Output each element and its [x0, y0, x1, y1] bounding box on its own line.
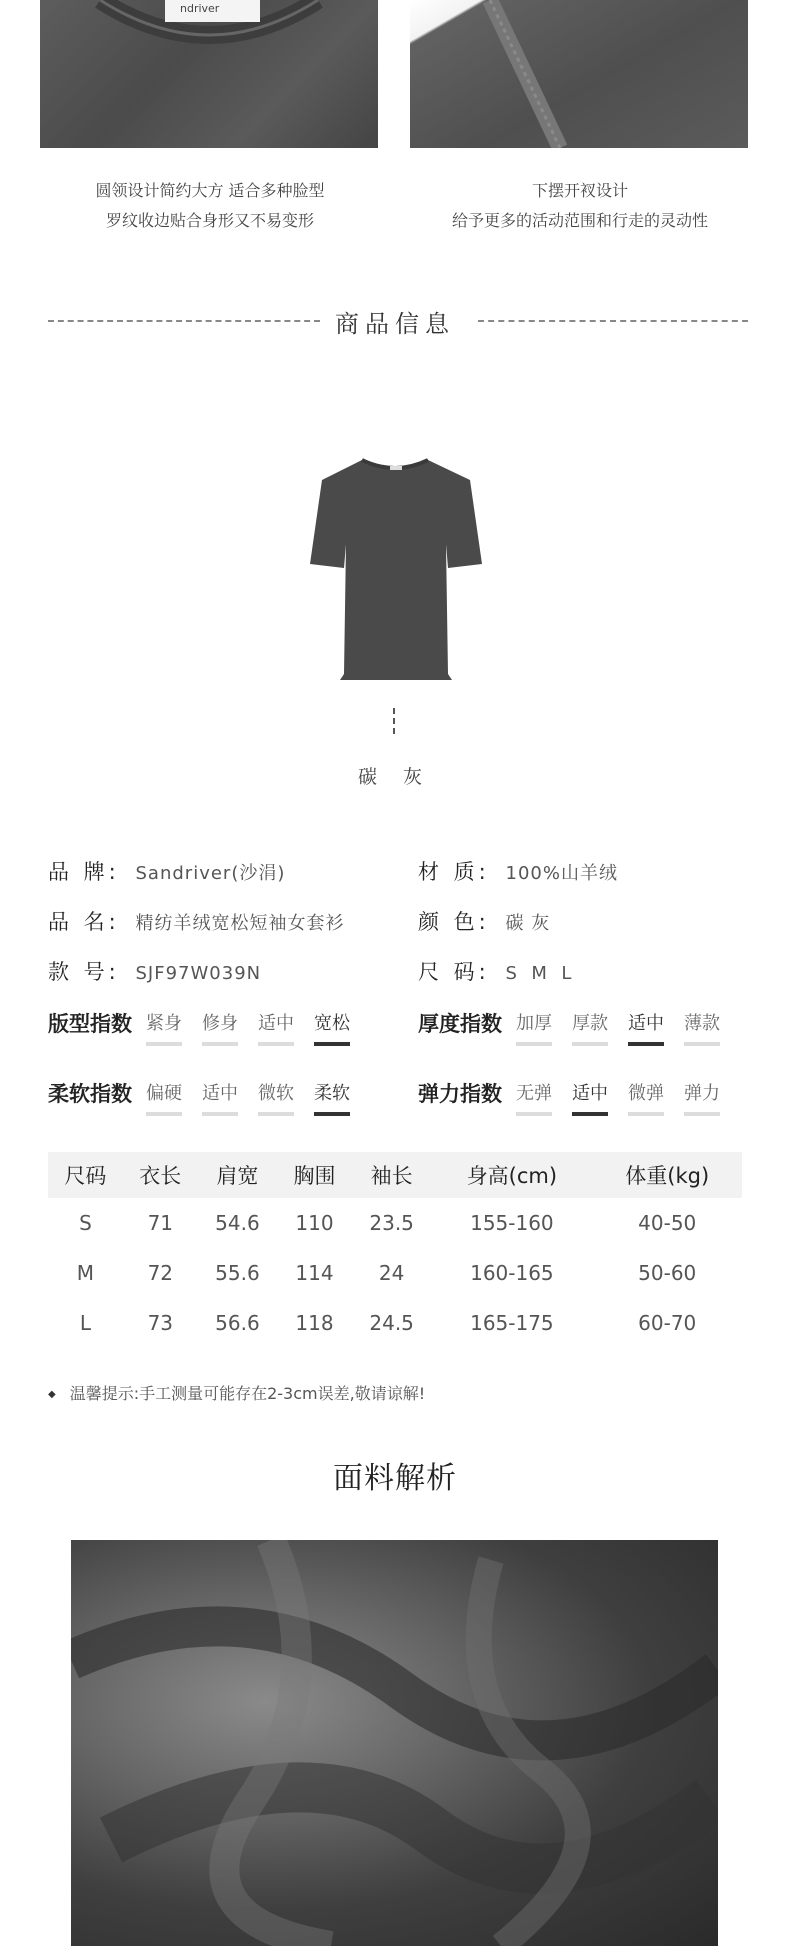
fit-index [48, 1010, 370, 1046]
material-row [418, 856, 618, 886]
name-label: 品 名: [48, 910, 120, 934]
elasticity-index-label: 弹力指数 [418, 1082, 502, 1106]
table-cell: 24.5 [369, 1311, 414, 1335]
elasticity-option: 弹力 [684, 1080, 720, 1116]
elasticity-index [418, 1080, 720, 1116]
fit-option: 适中 [258, 1010, 294, 1046]
table-cell: 71 [147, 1211, 174, 1235]
style-number-value: SJF97W039N [135, 963, 262, 984]
color-label: 颜 色: [418, 910, 490, 934]
size-table-header: 衣长 [123, 1152, 198, 1198]
size-value: S M L [505, 963, 573, 984]
fit-option-selected: 宽松 [314, 1010, 350, 1046]
caption-line: 罗纹收边贴合身形又不易变形 [105, 211, 314, 230]
fabric-section-title: 面料解析 [333, 1461, 457, 1496]
softness-option: 微软 [258, 1080, 294, 1116]
size-chart-table [48, 1152, 742, 1348]
table-cell: 165-175 [470, 1311, 554, 1335]
section-title: 商品信息 [335, 310, 455, 338]
fit-index-label: 版型指数 [48, 1012, 132, 1036]
fit-option: 紧身 [146, 1010, 182, 1046]
table-cell: 55.6 [215, 1261, 260, 1285]
table-cell: S [79, 1211, 92, 1235]
table-cell: 72 [147, 1261, 174, 1285]
color-value: 碳 灰 [505, 913, 551, 934]
name-value: 精纺羊绒宽松短袖女套衫 [135, 913, 345, 934]
product-tshirt-image [300, 452, 490, 692]
size-table-header: 胸围 [277, 1152, 352, 1198]
table-cell: 54.6 [215, 1211, 260, 1235]
collar-detail-photo [40, 0, 378, 148]
softness-option-selected: 柔软 [314, 1080, 350, 1116]
caption-line: 圆领设计简约大方 适合多种脸型 [95, 181, 325, 200]
table-cell: 155-160 [470, 1211, 554, 1235]
collar-caption [40, 176, 380, 236]
table-cell: 118 [295, 1311, 334, 1335]
bullet-icon: ◆ [48, 1389, 56, 1400]
thickness-option: 薄款 [684, 1010, 720, 1046]
size-row [418, 956, 572, 986]
hem-caption [410, 176, 750, 236]
fit-option: 修身 [202, 1010, 238, 1046]
softness-index [48, 1080, 370, 1116]
size-table-header: 袖长 [352, 1152, 431, 1198]
thickness-index [418, 1010, 720, 1046]
hem-slit-detail-photo [410, 0, 748, 148]
measurement-tip [48, 1381, 425, 1404]
material-value: 100%山羊绒 [505, 863, 618, 884]
table-cell: 73 [147, 1311, 174, 1335]
table-cell: M [76, 1261, 95, 1285]
table-cell: 110 [295, 1211, 334, 1235]
elasticity-option: 微弹 [628, 1080, 664, 1116]
size-table-header: 体重(kg) [592, 1152, 742, 1198]
thickness-option: 厚款 [572, 1010, 608, 1046]
table-cell: 50-60 [638, 1261, 697, 1285]
thickness-option: 加厚 [516, 1010, 552, 1046]
size-table-header: 尺码 [48, 1152, 123, 1198]
elasticity-option: 无弹 [516, 1080, 552, 1116]
thickness-index-label: 厚度指数 [418, 1012, 502, 1036]
size-table-header-row [48, 1152, 742, 1198]
table-cell: 23.5 [369, 1211, 414, 1235]
size-table-header: 身高(cm) [431, 1152, 592, 1198]
color-row [418, 906, 550, 936]
fabric-closeup-photo [71, 1540, 718, 1946]
material-label: 材 质: [418, 860, 490, 884]
elasticity-option-selected: 适中 [572, 1080, 608, 1116]
style-number-row [48, 956, 261, 986]
caption-line: 给予更多的活动范围和行走的灵动性 [451, 211, 708, 230]
table-cell: 56.6 [215, 1311, 260, 1335]
table-cell: 40-50 [638, 1211, 697, 1235]
table-cell: 114 [295, 1261, 334, 1285]
brand-label: 品 牌: [48, 860, 120, 884]
tip-text: 温馨提示:手工测量可能存在2-3cm误差,敬请谅解! [69, 1384, 426, 1403]
size-table-header: 肩宽 [198, 1152, 277, 1198]
garment-tag-text: ndriver [180, 2, 220, 15]
table-cell: L [79, 1311, 91, 1335]
thickness-option-selected: 适中 [628, 1010, 664, 1046]
softness-option: 适中 [202, 1080, 238, 1116]
brand-value: Sandriver(沙涓) [135, 863, 286, 884]
table-cell: 160-165 [470, 1261, 554, 1285]
name-row [48, 906, 345, 936]
product-color-name: 碳 灰 [357, 766, 433, 788]
brand-row [48, 856, 285, 886]
softness-index-label: 柔软指数 [48, 1082, 132, 1106]
caption-line: 下摆开衩设计 [531, 181, 628, 200]
color-swatch-connector [393, 708, 395, 734]
softness-option: 偏硬 [146, 1080, 182, 1116]
table-cell: 60-70 [638, 1311, 697, 1335]
table-row [48, 1248, 742, 1298]
table-row [48, 1198, 742, 1248]
table-cell: 24 [378, 1261, 405, 1285]
table-row [48, 1298, 742, 1348]
style-number-label: 款 号: [48, 960, 120, 984]
size-label: 尺 码: [418, 960, 490, 984]
